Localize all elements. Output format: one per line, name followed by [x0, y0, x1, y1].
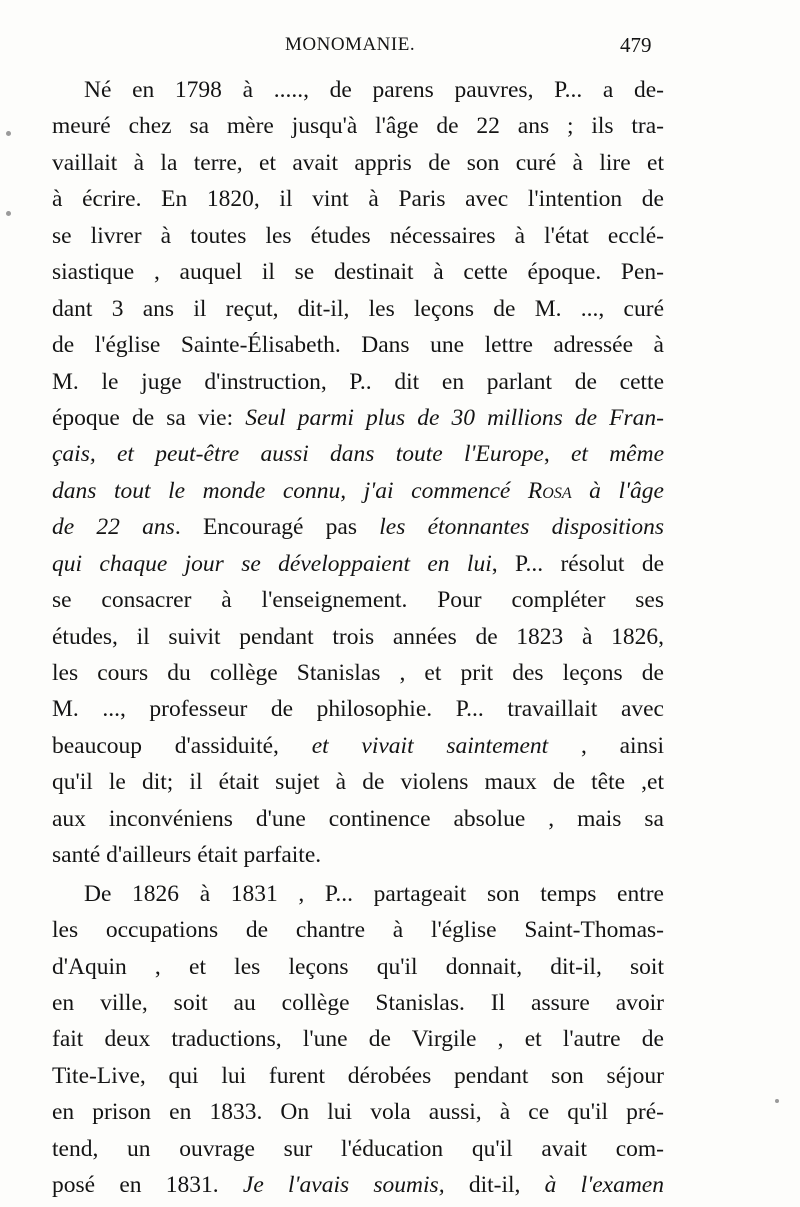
text-line: [52, 364, 664, 400]
text-segment: vaillait à la terre, et avait appris de son curé à lire et: [52, 149, 664, 176]
text-segment: en prison en 1833. On lui vola aussi, à ce qu'il pré-: [52, 1099, 664, 1126]
text-segment: d'Aquin , et les leçons qu'il donnait, dit-il, soit: [52, 953, 664, 980]
text-line: [52, 1167, 664, 1203]
text-line: [52, 218, 664, 254]
text-segment: époque de sa vie:: [52, 404, 246, 431]
text-line: [52, 145, 664, 181]
text-line: [52, 509, 664, 545]
text-line: [52, 1131, 664, 1167]
text-line: [52, 619, 664, 655]
text-segment: meuré chez sa mère jusqu'à l'âge de 22 ans ; ils tra-: [52, 113, 664, 140]
text-line: [52, 985, 664, 1021]
text-segment: , P... résolut de: [491, 550, 665, 577]
text-line: [52, 1021, 664, 1057]
body-text: [52, 72, 664, 1204]
text-line: [52, 1094, 664, 1130]
italic-text: çais, et peut-être aussi dans toute l'Europe: [52, 441, 544, 468]
text-segment: santé d'ailleurs était parfaite.: [52, 842, 322, 869]
text-segment: qu'il le dit; il était sujet à de violens maux de tête ,et: [52, 769, 664, 796]
text-segment: Tite-Live, qui lui furent dérobées pendant son séjour: [52, 1062, 664, 1089]
text-segment: tend, un ouvrage sur l'éducation qu'il avait com-: [52, 1135, 664, 1162]
text-line: [52, 436, 664, 472]
italic-text: les étonnantes dispositions: [379, 514, 664, 541]
text-segment: Né en 1798 à ....., de parens pauvres, P... a de-: [84, 77, 664, 103]
text-segment: les occupations de chantre à l'église Saint-Thomas-: [52, 917, 664, 944]
text-line: [52, 254, 664, 290]
text-line: [52, 949, 664, 985]
page-number: 479: [620, 33, 652, 57]
text-segment: à écrire. En 1820, il vint à Paris avec l'intention de: [52, 186, 664, 213]
text-segment: M. le juge d'instruction, P.. dit en parlant de cette: [52, 368, 664, 395]
text-line: [52, 837, 664, 873]
text-line: [52, 1058, 664, 1094]
paper-speck: [775, 1099, 779, 1103]
text-line: [52, 291, 664, 327]
text-segment: posé en 1831.: [52, 1172, 243, 1199]
text-line: [52, 72, 664, 108]
text-line: [52, 546, 664, 582]
italic-text: à l'âge: [571, 477, 664, 504]
italic-text: Je l'avais soumis,: [242, 1172, 445, 1199]
paper-speck: [6, 211, 11, 216]
paper-speck: [6, 131, 11, 136]
text-line: [52, 327, 664, 363]
running-head: MONOMANIE.: [285, 34, 416, 55]
text-line: [52, 582, 664, 618]
text-line: [52, 108, 664, 144]
text-segment: , ainsi: [548, 732, 664, 759]
text-segment: siastique , auquel il se destinait à cette époque. Pen-: [52, 259, 664, 286]
text-segment: se livrer à toutes les études nécessaires à l'état ecclé-: [52, 222, 664, 249]
italic-text: Rosa: [527, 477, 572, 504]
italic-text: et vivait saintement: [311, 732, 549, 759]
text-segment: les cours du collège Stanislas , et prit des leçons de: [52, 660, 664, 686]
text-line: [52, 400, 664, 436]
italic-text: qui chaque jour se développaient en lui: [52, 550, 492, 577]
text-segment: . Encouragé pas: [174, 514, 380, 541]
text-segment: en ville, soit au collège Stanislas. Il assure avoir: [52, 989, 664, 1016]
text-segment: beaucoup d'assiduité,: [52, 732, 312, 759]
text-segment: De 1826 à 1831 , P... partageait son temps entre: [84, 880, 664, 907]
text-line: [52, 801, 664, 837]
italic-text: dans tout le monde connu, j'ai commencé: [52, 477, 528, 504]
text-line: [52, 181, 664, 217]
italic-text: Seul parmi plus de 30 millions de Fran-: [245, 404, 664, 431]
text-line: [52, 691, 664, 727]
text-segment: M. ..., professeur de philosophie. P... travaillait avec: [52, 696, 664, 723]
text-line: [52, 655, 664, 691]
page-header: [0, 34, 800, 60]
text-segment: de l'église Sainte-Élisabeth. Dans une lettre adressée à: [52, 332, 664, 359]
text-line: [52, 912, 664, 948]
text-segment: ,: [543, 441, 571, 468]
italic-text: et même: [570, 441, 664, 468]
text-segment: études, il suivit pendant trois années de 1823 à 1826,: [52, 623, 664, 650]
text-segment: fait deux traductions, l'une de Virgile , et l'autre de: [52, 1026, 664, 1053]
text-line: [52, 876, 664, 912]
italic-text: de 22 ans: [52, 514, 175, 541]
text-line: [52, 728, 664, 764]
text-segment: se consacrer à l'enseignement. Pour compléter ses: [52, 587, 664, 614]
text-line: [52, 473, 664, 509]
text-segment: aux inconvéniens d'une continence absolue , mais sa: [52, 805, 664, 832]
text-line: [52, 764, 664, 800]
italic-text: à l'examen: [544, 1172, 664, 1199]
text-segment: dit-il,: [444, 1172, 545, 1199]
text-segment: dant 3 ans il reçut, dit-il, les leçons de M. ..., curé: [52, 295, 664, 322]
